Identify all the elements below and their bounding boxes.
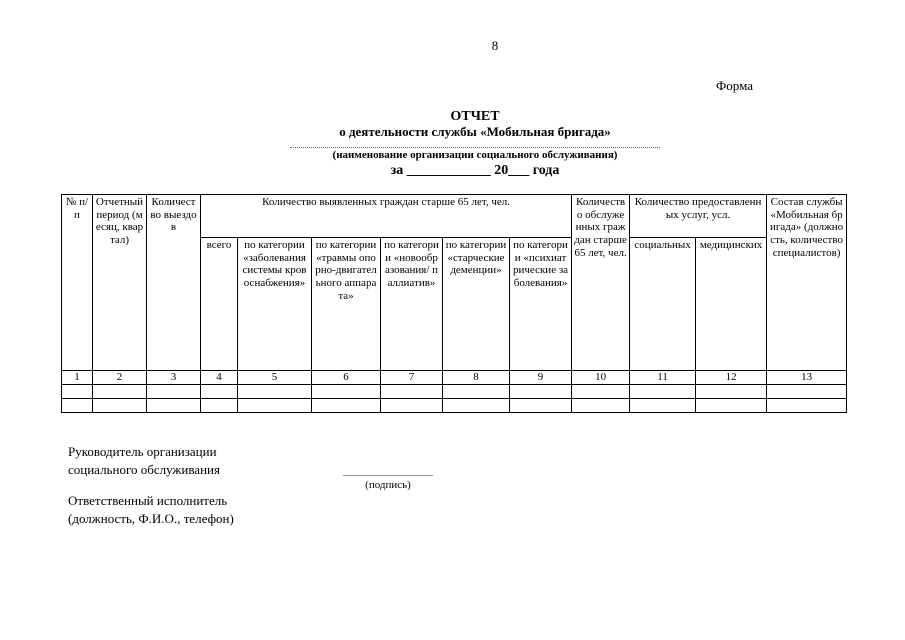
- table-row: [62, 385, 847, 399]
- head-signature-label: [68, 443, 220, 479]
- header-services: Количество предоставленных услуг, усл.: [630, 195, 767, 238]
- column-number: 12: [696, 371, 767, 385]
- empty-cell: [510, 385, 572, 399]
- table-row: [62, 399, 847, 413]
- empty-cell: [62, 399, 93, 413]
- header-total: всего: [201, 238, 238, 371]
- empty-cell: [510, 399, 572, 413]
- empty-cell: [238, 399, 312, 413]
- form-label: Форма: [716, 78, 753, 93]
- report-title: ОТЧЕТ: [450, 109, 500, 124]
- column-number: 1: [62, 371, 93, 385]
- header-identified: Количество выявленных граждан старше 65 лет, чел.: [201, 195, 572, 238]
- empty-cell: [381, 385, 443, 399]
- header-category-blood: по категории «заболевания системы кровоснабжения»: [238, 238, 312, 371]
- column-number: 3: [147, 371, 201, 385]
- empty-cell: [443, 385, 510, 399]
- header-staff: Состав службы «Мобильная бригада» (должность, количество специалистов): [767, 195, 847, 371]
- organization-name-line: [290, 147, 660, 148]
- empty-cell: [312, 399, 381, 413]
- responsible-line-2: (должность, Ф.И.О., телефон): [68, 511, 234, 526]
- header-category-oncology: по категории «новообразования/ паллиатив»: [381, 238, 443, 371]
- empty-cell: [93, 399, 147, 413]
- empty-cell: [443, 399, 510, 413]
- column-number: 4: [201, 371, 238, 385]
- header-served: Количество обслуженных граждан старше 65 лет, чел.: [572, 195, 630, 371]
- header-category-trauma: по категории «травмы опорно-двигательного аппарата»: [312, 238, 381, 371]
- report-period: за ____________ 20___ года: [390, 163, 560, 178]
- empty-cell: [630, 399, 696, 413]
- column-number: 8: [443, 371, 510, 385]
- column-number-row: [62, 371, 847, 385]
- responsible-executor-label: [68, 492, 234, 528]
- header-social: социальных: [630, 238, 696, 371]
- empty-cell: [312, 385, 381, 399]
- column-number: 6: [312, 371, 381, 385]
- report-table: [61, 194, 847, 413]
- header-category-psychiatric: по категории «психиатрические заболевания»: [510, 238, 572, 371]
- column-number: 13: [767, 371, 847, 385]
- responsible-line-1: Ответственный исполнитель: [68, 493, 228, 508]
- empty-cell: [696, 399, 767, 413]
- empty-cell: [147, 385, 201, 399]
- column-number: 10: [572, 371, 630, 385]
- empty-cell: [93, 385, 147, 399]
- page-number: 8: [491, 38, 499, 53]
- empty-cell: [630, 385, 696, 399]
- header-number: № п/п: [62, 195, 93, 371]
- header-period: Отчетный период (месяц, квартал): [93, 195, 147, 371]
- column-number: 11: [630, 371, 696, 385]
- empty-cell: [572, 385, 630, 399]
- column-number: 7: [381, 371, 443, 385]
- empty-cell: [767, 385, 847, 399]
- report-subtitle: о деятельности службы «Мобильная бригада»: [339, 124, 611, 139]
- empty-cell: [62, 385, 93, 399]
- header-category-dementia: по категории «старческие деменции»: [443, 238, 510, 371]
- empty-cell: [572, 399, 630, 413]
- signature-caption: (подпись): [365, 479, 411, 491]
- empty-cell: [201, 399, 238, 413]
- empty-cell: [147, 399, 201, 413]
- column-number: 5: [238, 371, 312, 385]
- head-line-1: Руководитель организации: [68, 444, 217, 459]
- empty-cell: [238, 385, 312, 399]
- header-medical: медицинских: [696, 238, 767, 371]
- organization-caption: (наименование организации социального обслуживания): [332, 149, 618, 161]
- head-line-2: социального обслуживания: [68, 462, 220, 477]
- empty-cell: [696, 385, 767, 399]
- signature-line: [343, 475, 433, 476]
- column-number: 9: [510, 371, 572, 385]
- empty-cell: [201, 385, 238, 399]
- column-number: 2: [93, 371, 147, 385]
- empty-cell: [767, 399, 847, 413]
- header-trips: Количество выездов: [147, 195, 201, 371]
- empty-cell: [381, 399, 443, 413]
